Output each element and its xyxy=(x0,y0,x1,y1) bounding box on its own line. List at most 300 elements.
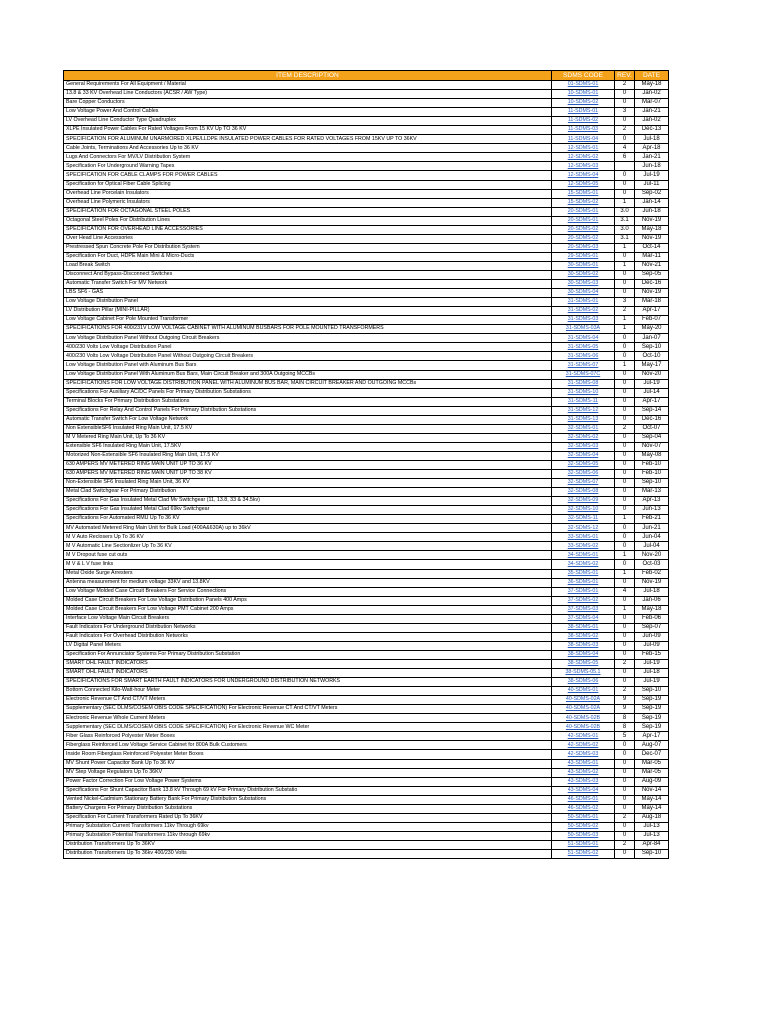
sdms-code-link[interactable]: 37-SDMS-03 xyxy=(552,605,615,614)
table-row xyxy=(64,234,669,243)
date: Jun-13 xyxy=(635,506,669,515)
item-description: Specifications For Auxiliary AC/DC Panels For Primary Distribution Substations xyxy=(64,388,552,397)
sdms-code-link[interactable]: 32-SDMS-03 xyxy=(552,442,615,451)
item-description: Specifications For Automated RMU Up To 36 KV xyxy=(64,515,552,524)
item-description: Load Break Switch xyxy=(64,261,552,270)
item-description: LV Overhead Line Conductor Type Quadruplex xyxy=(64,117,552,126)
sdms-code-link[interactable]: 10-SDMS-02 xyxy=(552,99,615,108)
revision: 0 xyxy=(615,388,635,397)
item-description: Molded Case Circuit Breakers For Low Voltage Distribution Panels 400 Amps xyxy=(64,596,552,605)
sdms-code-link[interactable]: 20-SDMS-03 xyxy=(552,243,615,252)
revision: 1 xyxy=(615,361,635,370)
table-row xyxy=(64,189,669,198)
revision: 4 xyxy=(615,144,635,153)
item-description: Specifications For Gas Insulated Metal Clad Mv Switchgear (11, 13.8, 33 & 34.5kv) xyxy=(64,497,552,506)
date: May-14 xyxy=(635,795,669,804)
sdms-code-link[interactable]: 20-SDMS-02 xyxy=(552,225,615,234)
item-description: SPECIFICATION FOR CABLE CLAMPS FOR POWER CABLES xyxy=(64,171,552,180)
table-row xyxy=(64,750,669,759)
sdms-code-link[interactable]: 30-SDMS-01 xyxy=(552,261,615,270)
date: Sep-19 xyxy=(635,696,669,705)
item-description: Specification For Annunciator Systems For Primary Distribution Substation xyxy=(64,650,552,659)
date: Aug-18 xyxy=(635,813,669,822)
sdms-code-link[interactable]: 51-SDMS-02 xyxy=(552,849,615,858)
date: May-18 xyxy=(635,225,669,234)
sdms-code-link[interactable]: 38-SDMS-04 xyxy=(552,650,615,659)
revision: 0 xyxy=(615,135,635,144)
table-row xyxy=(64,795,669,804)
revision: 0 xyxy=(615,641,635,650)
table-row xyxy=(64,162,669,171)
date: Jul-18 xyxy=(635,669,669,678)
item-description: M V Metered Ring Main Unit, Up To 36 KV xyxy=(64,433,552,442)
item-description: Specification For Duct, HDPE Main Mini & Micro-Ducts xyxy=(64,252,552,261)
table-row xyxy=(64,723,669,732)
item-description: Automatic Transfer Switch For Low Voltage Network xyxy=(64,415,552,424)
item-description: 630 AMPERS MV METERED RING MAIN UNIT UP TO 36 KV xyxy=(64,460,552,469)
sdms-code-link[interactable]: 11-SDMS-03 xyxy=(552,126,615,135)
date: Sep-10 xyxy=(635,343,669,352)
table-row xyxy=(64,270,669,279)
sdms-code-link[interactable]: 31-SDMS-02 xyxy=(552,307,615,316)
item-description: 13.8 & 33 KV Overhead Line Conductors (ACSR / AW Type) xyxy=(64,90,552,99)
item-description: 400/230 Volts Low Voltage Distribution Panel Without Outgoing Circuit Breakers xyxy=(64,352,552,361)
item-description: Primary Substation Current Transformers 11kv Through 69kv xyxy=(64,822,552,831)
table-row xyxy=(64,424,669,433)
revision: 0 xyxy=(615,768,635,777)
item-description: SPECIFICATIONS FOR LOW VOLTAGE DISTRIBUTION PANEL WITH ALUMINUM BUS BAR, MAIN CIRCUIT BREAKER AND OUTGOING MCCBs xyxy=(64,379,552,388)
sdms-code-link[interactable]: 42-SDMS-02 xyxy=(552,741,615,750)
sdms-code-link[interactable]: 36-SDMS-01 xyxy=(552,578,615,587)
item-description: Specifications For Gas Insulated Metal Clad 69kv Switchgear xyxy=(64,506,552,515)
sdms-code-link[interactable]: 38-SDMS-02 xyxy=(552,632,615,641)
sdms-code-link[interactable]: 31-SDMS-10 xyxy=(552,388,615,397)
sdms-code-link[interactable]: 15-SDMS-01 xyxy=(552,189,615,198)
date: Sep-05 xyxy=(635,270,669,279)
specification-table xyxy=(63,70,669,859)
sdms-code-link[interactable]: 38-SDMS-01 xyxy=(552,623,615,632)
item-description: Bottom Connected Kilo-Watt-hour Meter xyxy=(64,687,552,696)
date: Sep-07 xyxy=(635,623,669,632)
table-row xyxy=(64,388,669,397)
item-description: Bare Copper Conductors xyxy=(64,99,552,108)
table-row xyxy=(64,334,669,343)
item-description: 400/230 Volts Low Voltage Distribution Panel xyxy=(64,343,552,352)
header-sdms-code: SDMS CODE xyxy=(552,71,615,81)
sdms-code-link[interactable]: 40-SDMS-02A xyxy=(552,705,615,714)
date: Sep-10 xyxy=(635,687,669,696)
revision: 1 xyxy=(615,605,635,614)
sdms-code-link[interactable]: 11-SDMS-01 xyxy=(552,108,615,117)
table-row xyxy=(64,705,669,714)
table-row xyxy=(64,280,669,289)
item-description: M V Dropout fuse cut outs xyxy=(64,551,552,560)
revision: 2 xyxy=(615,840,635,849)
table-row xyxy=(64,777,669,786)
sdms-code-link[interactable]: 32-SDMS-10 xyxy=(552,506,615,515)
revision: 0 xyxy=(615,117,635,126)
sdms-code-link[interactable]: 31-SDMS-06 xyxy=(552,352,615,361)
revision: 0 xyxy=(615,849,635,858)
revision: 0 xyxy=(615,506,635,515)
table-row xyxy=(64,759,669,768)
revision: 0 xyxy=(615,442,635,451)
table-row xyxy=(64,524,669,533)
revision: 3.0 xyxy=(615,207,635,216)
table-row xyxy=(64,786,669,795)
revision: 0 xyxy=(615,488,635,497)
revision: 0 xyxy=(615,524,635,533)
revision: 0 xyxy=(615,397,635,406)
sdms-code-link[interactable]: 32-SDMS-06 xyxy=(552,470,615,479)
item-description: Interface Low Voltage Main Circuit Breakers xyxy=(64,614,552,623)
sdms-code-link[interactable]: 42-SDMS-03 xyxy=(552,750,615,759)
date: Jan-02 xyxy=(635,90,669,99)
revision: 0 xyxy=(615,470,635,479)
date: Apr-17 xyxy=(635,397,669,406)
table-row xyxy=(64,325,669,334)
date: Nov-19 xyxy=(635,216,669,225)
table-row xyxy=(64,822,669,831)
sdms-code-link[interactable]: 30-SDMS-03 xyxy=(552,280,615,289)
date: Oct-14 xyxy=(635,243,669,252)
revision: 0 xyxy=(615,831,635,840)
sdms-code-link[interactable]: 20-SDMS-01 xyxy=(552,207,615,216)
sdms-code-link[interactable]: 31-SDMS-07 xyxy=(552,361,615,370)
table-row xyxy=(64,90,669,99)
item-description: MV Automated Metered Ring Main Unit for Bulk Load (400A&630A) up to 36kV xyxy=(64,524,552,533)
sdms-code-link[interactable]: 43-SDMS-01 xyxy=(552,759,615,768)
sdms-code-link[interactable]: 12-SDMS-01 xyxy=(552,144,615,153)
item-description: M V & L V fuse links xyxy=(64,560,552,569)
sdms-code-link[interactable]: 50-SDMS-01 xyxy=(552,813,615,822)
date: May-08 xyxy=(635,451,669,460)
table-row xyxy=(64,252,669,261)
date: May-14 xyxy=(635,804,669,813)
sdms-code-link[interactable]: 12-SDMS-05 xyxy=(552,180,615,189)
sdms-code-link[interactable]: 42-SDMS-01 xyxy=(552,732,615,741)
date: Nov-19 xyxy=(635,578,669,587)
revision: 1 xyxy=(615,569,635,578)
table-row xyxy=(64,460,669,469)
revision: 3.1 xyxy=(615,234,635,243)
sdms-code-link[interactable]: 38-SDMS-05 xyxy=(552,660,615,669)
date: Oct-10 xyxy=(635,352,669,361)
date: May-17 xyxy=(635,361,669,370)
item-description: Automatic Transfer Switch For MV Network xyxy=(64,280,552,289)
item-description: LV Distribution Pillar (MINI-PILLAR) xyxy=(64,307,552,316)
table-row xyxy=(64,108,669,117)
sdms-code-link[interactable]: 31-SDMS-03 xyxy=(552,316,615,325)
revision: 0 xyxy=(615,460,635,469)
item-description: Specification For Current Transformers Rated Up To 36KV xyxy=(64,813,552,822)
revision: 3.1 xyxy=(615,216,635,225)
date: Jul-13 xyxy=(635,831,669,840)
date: Jul-04 xyxy=(635,542,669,551)
item-description: Motorized Non-Extensible SF6 Insulated Ring Main Unit, 17.5 KV xyxy=(64,451,552,460)
sdms-code-link[interactable]: 35-SDMS-01 xyxy=(552,569,615,578)
date: Sep-10 xyxy=(635,479,669,488)
revision: 0 xyxy=(615,180,635,189)
date: Sep-02 xyxy=(635,189,669,198)
sdms-code-link[interactable]: 50-SDMS-03 xyxy=(552,831,615,840)
sdms-code-link[interactable]: 31-SDMS-05 xyxy=(552,343,615,352)
item-description: Electronic Revenue CT And CT/VT Meters xyxy=(64,696,552,705)
item-description: Overhead Line Porcelain Insulators xyxy=(64,189,552,198)
date: Feb-10 xyxy=(635,470,669,479)
revision: 0 xyxy=(615,741,635,750)
date: Jul-18 xyxy=(635,587,669,596)
revision: 0 xyxy=(615,804,635,813)
item-description: Extensible SF6 Insulated Ring Main Unit, 17.5KV xyxy=(64,442,552,451)
revision: 0 xyxy=(615,786,635,795)
table-row xyxy=(64,81,669,90)
sdms-code-link[interactable]: 31-SDMS-07C xyxy=(552,370,615,379)
item-description: Low Voltage Distribution Panel Without Outgoing Circuit Breakers xyxy=(64,334,552,343)
table-row xyxy=(64,605,669,614)
revision: 0 xyxy=(615,370,635,379)
sdms-code-link[interactable]: 32-SDMS-09 xyxy=(552,497,615,506)
table-row xyxy=(64,587,669,596)
table-row xyxy=(64,225,669,234)
sdms-code-link[interactable]: 31-SDMS-01 xyxy=(552,298,615,307)
sdms-code-link[interactable]: 33-SDMS-02 xyxy=(552,542,615,551)
date: Jul-19 xyxy=(635,678,669,687)
sdms-code-link[interactable]: 33-SDMS-01 xyxy=(552,533,615,542)
sdms-code-link[interactable]: 32-SDMS-08 xyxy=(552,488,615,497)
sdms-code-link[interactable]: 37-SDMS-02 xyxy=(552,596,615,605)
item-description: SPECIFICATIONS FOR 400/231V LOW VOLTAGE CABINET WITH ALUMINUM BUSBARS FOR POLE MOUNTED TRANSFORMERS xyxy=(64,325,552,334)
date: Sep-19 xyxy=(635,723,669,732)
item-description: SMART OHL FAULT INDICATORS xyxy=(64,660,552,669)
item-description: Molded Case Circuit Breakers For Low Voltage PMT Cabinet 200 Amps xyxy=(64,605,552,614)
table-row xyxy=(64,732,669,741)
date: Feb-10 xyxy=(635,460,669,469)
sdms-code-link[interactable]: 31-SDMS-08 xyxy=(552,379,615,388)
header-date: DATE xyxy=(635,71,669,81)
date: Sep-04 xyxy=(635,433,669,442)
date: Jan-14 xyxy=(635,198,669,207)
table-row xyxy=(64,515,669,524)
item-description: Non ExtensibleSF6 Insulated Ring Main Unit, 17.5 KV xyxy=(64,424,552,433)
date: Apr-13 xyxy=(635,497,669,506)
revision: 0 xyxy=(615,352,635,361)
sdms-code-link[interactable]: 40-SDMS-02A xyxy=(552,696,615,705)
sdms-code-link[interactable]: 50-SDMS-02 xyxy=(552,822,615,831)
date: Sep-19 xyxy=(635,705,669,714)
sdms-code-link[interactable]: 12-SDMS-03 xyxy=(552,162,615,171)
table-row xyxy=(64,533,669,542)
date: Jan-06 xyxy=(635,596,669,605)
revision xyxy=(615,162,635,171)
revision: 0 xyxy=(615,533,635,542)
revision: 1 xyxy=(615,198,635,207)
item-description: Fault Indicators For Overhead Distribution Networks xyxy=(64,632,552,641)
date: Sep-10 xyxy=(635,849,669,858)
revision: 9 xyxy=(615,696,635,705)
sdms-code-link[interactable]: 38-SDMS-03 xyxy=(552,641,615,650)
table-row xyxy=(64,641,669,650)
sdms-code-link[interactable]: 38-SDMS-06 xyxy=(552,678,615,687)
item-description: Specification for Optical Fiber Cable Splicing xyxy=(64,180,552,189)
item-description: XLPE Insulated Power Cables For Rated Voltages From 15 KV Up TO 36 KV xyxy=(64,126,552,135)
table-row xyxy=(64,207,669,216)
table-row xyxy=(64,678,669,687)
sdms-code-link[interactable]: 32-SDMS-11 xyxy=(552,515,615,524)
sdms-code-link[interactable]: 20-SDMS-02 xyxy=(552,234,615,243)
sdms-code-link[interactable]: 34-SDMS-01 xyxy=(552,551,615,560)
revision: 0 xyxy=(615,750,635,759)
date: Jun-18 xyxy=(635,207,669,216)
revision: 2 xyxy=(615,813,635,822)
sdms-code-link[interactable]: 30-SDMS-04 xyxy=(552,289,615,298)
revision: 0 xyxy=(615,270,635,279)
table-row xyxy=(64,307,669,316)
item-description: Low Voltage Distribution Panel xyxy=(64,298,552,307)
sdms-code-link[interactable]: 32-SDMS-05 xyxy=(552,460,615,469)
revision: 0 xyxy=(615,795,635,804)
item-description: Fiberglass Reinforced Low Voltage Service Cabinet for 800A Bulk Customers xyxy=(64,741,552,750)
sdms-code-link[interactable]: 31-SDMS-11 xyxy=(552,397,615,406)
date: Sep-19 xyxy=(635,714,669,723)
table-row xyxy=(64,451,669,460)
sdms-code-link[interactable]: 38-SDMS-05.1 xyxy=(552,669,615,678)
item-description: Antenna measurement for medium voltage 33KV and 13.8KV xyxy=(64,578,552,587)
table-row xyxy=(64,379,669,388)
date: Jul-18 xyxy=(635,135,669,144)
revision: 0 xyxy=(615,669,635,678)
header-item-description: ITEM DESCRIPTION xyxy=(64,71,552,81)
sdms-code-link[interactable]: 43-SDMS-03 xyxy=(552,777,615,786)
date: Nov-20 xyxy=(635,370,669,379)
item-description: Cable Joints, Terminations And Accessories Up to 36 KV xyxy=(64,144,552,153)
table-row xyxy=(64,433,669,442)
sdms-code-link[interactable]: 43-SDMS-04 xyxy=(552,786,615,795)
date: Jan-02 xyxy=(635,117,669,126)
date: Nov-07 xyxy=(635,442,669,451)
sdms-code-link[interactable]: 32-SDMS-02 xyxy=(552,433,615,442)
sdms-code-link[interactable]: 30-SDMS-02 xyxy=(552,270,615,279)
sdms-code-link[interactable]: 43-SDMS-02 xyxy=(552,768,615,777)
date: Dec-07 xyxy=(635,750,669,759)
revision: 6 xyxy=(615,153,635,162)
date: Sep-14 xyxy=(635,406,669,415)
revision: 0 xyxy=(615,614,635,623)
sdms-code-link[interactable]: 37-SDMS-04 xyxy=(552,614,615,623)
sdms-code-link[interactable]: 01-SDMS-01 xyxy=(552,81,615,90)
revision: 9 xyxy=(615,705,635,714)
table-row xyxy=(64,560,669,569)
sdms-code-link[interactable]: 37-SDMS-01 xyxy=(552,587,615,596)
item-description: SPECIFICATION FOR ALUMINUM UNARMORED XLPE/LLDPE INSULATED POWER CABLES FOR RATED VOLTAGES FROM 15KV UP TO 36KV xyxy=(64,135,552,144)
table-row xyxy=(64,632,669,641)
sdms-code-link[interactable]: 11-SDMS-04 xyxy=(552,135,615,144)
sdms-code-link[interactable]: 40-SDMS-02B xyxy=(552,723,615,732)
date: Mar-18 xyxy=(635,298,669,307)
sdms-code-link[interactable]: 12-SDMS-02 xyxy=(552,153,615,162)
header-rev: REV. xyxy=(615,71,635,81)
item-description: Non-Extensible SF6 Insulated Ring Main Unit, 36 KV xyxy=(64,479,552,488)
table-row xyxy=(64,831,669,840)
sdms-code-link[interactable]: 31-SDMS-13 xyxy=(552,415,615,424)
sdms-code-link[interactable]: 40-SDMS-02B xyxy=(552,714,615,723)
date: Jan-21 xyxy=(635,108,669,117)
sdms-code-link[interactable]: 46-SDMS-01 xyxy=(552,795,615,804)
sdms-code-link[interactable]: 31-SDMS-12 xyxy=(552,406,615,415)
sdms-code-link[interactable]: 34-SDMS-02 xyxy=(552,560,615,569)
sdms-code-link[interactable]: 46-SDMS-02 xyxy=(552,804,615,813)
date: Feb-21 xyxy=(635,515,669,524)
sdms-code-link[interactable]: 32-SDMS-07 xyxy=(552,479,615,488)
date: Mar-11 xyxy=(635,252,669,261)
revision: 0 xyxy=(615,560,635,569)
item-description: Over Head Line Accessories xyxy=(64,234,552,243)
sdms-code-link[interactable]: 31-SDMS-03A xyxy=(552,325,615,334)
item-description: Metal Oxide Surge Arresters xyxy=(64,569,552,578)
sdms-code-link[interactable]: 10-SDMS-01 xyxy=(552,90,615,99)
table-row xyxy=(64,614,669,623)
table-row xyxy=(64,596,669,605)
revision: 8 xyxy=(615,714,635,723)
revision: 8 xyxy=(615,723,635,732)
item-description: Specification For Underground Warning Tapes xyxy=(64,162,552,171)
table-row xyxy=(64,669,669,678)
revision: 0 xyxy=(615,623,635,632)
item-description: MV Shunt Power Capacitor Bank Up To 36 KV xyxy=(64,759,552,768)
table-row xyxy=(64,542,669,551)
revision: 0 xyxy=(615,415,635,424)
sdms-code-link[interactable]: 32-SDMS-04 xyxy=(552,451,615,460)
revision: 1 xyxy=(615,316,635,325)
date: May-18 xyxy=(635,81,669,90)
item-description: Primary Substation Potential Transformers 11kv through 69kv xyxy=(64,831,552,840)
sdms-code-link[interactable]: 11-SDMS-02 xyxy=(552,117,615,126)
date: May-18 xyxy=(635,605,669,614)
item-description: Distribution Transformers Up To 36KV xyxy=(64,840,552,849)
item-description: Lugs And Connectors For MV/LV Distribution System xyxy=(64,153,552,162)
sdms-code-link[interactable]: 31-SDMS-04 xyxy=(552,334,615,343)
revision: 0 xyxy=(615,479,635,488)
header-row xyxy=(64,71,669,81)
revision: 0 xyxy=(615,497,635,506)
table-row xyxy=(64,415,669,424)
table-row xyxy=(64,352,669,361)
table-row xyxy=(64,99,669,108)
revision: 1 xyxy=(615,515,635,524)
table-row xyxy=(64,361,669,370)
sdms-code-link[interactable]: 12-SDMS-04 xyxy=(552,171,615,180)
sdms-code-link[interactable]: 29-SDMS-01 xyxy=(552,252,615,261)
item-description: Supplementary (SEC DLMS/COSEM OBIS CODE SPECIFICATION) For Electronic Revenue WC Meter xyxy=(64,723,552,732)
revision: 2 xyxy=(615,307,635,316)
table-row xyxy=(64,650,669,659)
date: Jul-19 xyxy=(635,379,669,388)
sdms-code-link[interactable]: 51-SDMS-01 xyxy=(552,840,615,849)
table-row xyxy=(64,243,669,252)
table-row xyxy=(64,660,669,669)
table-row xyxy=(64,343,669,352)
revision: 0 xyxy=(615,99,635,108)
table-row xyxy=(64,488,669,497)
table-row xyxy=(64,289,669,298)
revision: 0 xyxy=(615,379,635,388)
sdms-code-link[interactable]: 32-SDMS-01 xyxy=(552,424,615,433)
sdms-code-link[interactable]: 20-SDMS-01 xyxy=(552,216,615,225)
date: Jul-19 xyxy=(635,660,669,669)
sdms-code-link[interactable]: 40-SDMS-01 xyxy=(552,687,615,696)
sdms-code-link[interactable]: 32-SDMS-12 xyxy=(552,524,615,533)
sdms-code-link[interactable]: 15-SDMS-02 xyxy=(552,198,615,207)
